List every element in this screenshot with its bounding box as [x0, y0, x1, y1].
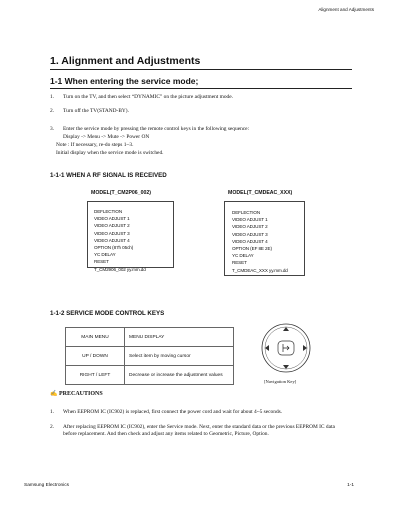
initial-display-text: Initial display when the service mode is switched. — [56, 150, 164, 156]
precaution-number: 2. — [50, 424, 55, 430]
key-cell: UP / DOWN — [66, 347, 125, 366]
note: Note : If necessary, re-do steps 1~3. — [56, 142, 134, 148]
menu-item: OPTION (87h 05ch) — [94, 245, 134, 251]
navigation-key-caption: [Navigation Key] — [264, 379, 297, 384]
precaution-1 — [50, 409, 355, 416]
step-text: Turn off the TV(STAND-BY). — [63, 108, 129, 114]
page-title: 1. Alignment and Adjustments — [50, 55, 201, 67]
key-cell: RIGHT / LEFT — [66, 366, 125, 385]
precaution-text: After replacing EEPROM IC (IC902), enter the Service mode. Next, enter the standard data or the previous EEPROM IC data before replacement. And then check and adjust any items related to Geometric, Picture, Option. — [63, 424, 335, 437]
footer-company: Samsung Electronics — [24, 483, 70, 488]
step-text: Enter the service mode by pressing the remote control keys in the following sequence: — [63, 126, 250, 132]
menu-item: T_CM2906_002 yy.mm.dd — [94, 266, 146, 272]
menu-item: VIDEO ADJUST 4 — [94, 237, 130, 243]
precaution-number: 1. — [50, 409, 55, 415]
menu-item: VIDEO ADJUST 4 — [232, 238, 268, 244]
menu-item: VIDEO ADJUST 2 — [94, 223, 130, 229]
desc-cell: Select item by moving cursor — [125, 347, 234, 366]
menu-item: RESET — [94, 259, 109, 265]
precautions-title: PRECAUTIONS — [58, 391, 103, 397]
left-model-label: MODEL(T_CM2P06_002) — [91, 190, 151, 196]
section-rule — [50, 88, 352, 89]
menu-item: VIDEO ADJUST 1 — [94, 216, 130, 222]
table-row — [66, 347, 234, 366]
key-sequence: Display -> Menu -> Mute -> Power ON — [63, 134, 150, 140]
subsection-heading-keys: 1-1-2 SERVICE MODE CONTROL KEYS — [50, 310, 165, 317]
step-number: 3. — [50, 126, 55, 132]
step-1 — [50, 94, 233, 101]
key-cell: MAIN MENU — [66, 328, 125, 347]
desc-cell: MENU DISPLAY — [125, 328, 234, 347]
step-2 — [50, 108, 129, 115]
step-text: Turn on the TV, and then select “DYNAMIC” on the picture adjustment mode. — [63, 94, 233, 100]
step-number: 2. — [50, 108, 55, 114]
section-heading-service-mode: 1-1 When entering the service mode; — [50, 76, 199, 86]
menu-item: VIDEO ADJUST 3 — [94, 230, 130, 236]
navigation-key-icon — [255, 322, 317, 374]
precautions-heading — [50, 390, 103, 397]
service-menu-panel-left — [87, 201, 174, 272]
desc-cell: Decrease or increase the adjustment values — [125, 366, 234, 385]
right-model-label: MODEL(T_CMDEAC_XXX) — [228, 190, 293, 196]
menu-item: OPTION (EF 8E 2E) — [232, 246, 272, 252]
step-3 — [50, 126, 249, 133]
precaution-text: When EEPROM IC (IC902) is replaced, first connect the power cord and wait for about 4~5 seconds. — [63, 409, 283, 415]
footer-page-number: 1-1 — [347, 483, 354, 488]
table-row — [66, 328, 234, 347]
control-keys-table — [65, 327, 234, 385]
menu-item: T_CMDEAC_XXX yy.mm.dd — [232, 267, 288, 273]
menu-item: VIDEO ADJUST 3 — [232, 231, 268, 237]
pencil-note-icon: ✍ — [50, 391, 58, 397]
menu-item: YC DELAY — [232, 253, 254, 259]
menu-item: VIDEO ADJUST 1 — [232, 217, 268, 223]
step-number: 1. — [50, 94, 55, 100]
service-menu-panel-right — [224, 201, 305, 276]
menu-item: DEFLECTION — [94, 209, 123, 214]
precaution-2 — [50, 424, 340, 438]
subsection-heading-rf: 1-1-1 WHEN A RF SIGNAL IS RECEIVED — [50, 172, 167, 179]
title-rule — [50, 69, 352, 70]
table-row — [66, 366, 234, 385]
running-header: Alignment and Adjustments — [318, 7, 374, 12]
menu-item: VIDEO ADJUST 2 — [232, 224, 268, 230]
menu-item: RESET — [232, 260, 247, 266]
menu-item: DEFLECTION — [232, 210, 261, 215]
menu-item: YC DELAY — [94, 252, 116, 258]
